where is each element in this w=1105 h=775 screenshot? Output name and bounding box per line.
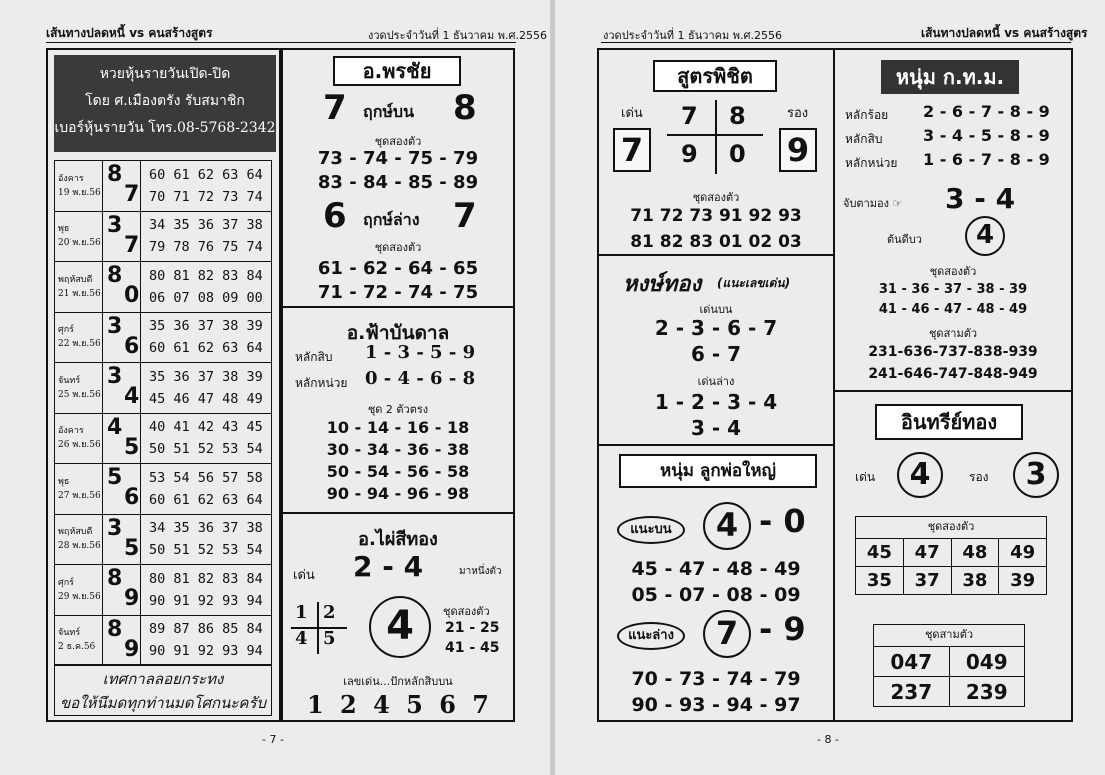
hongthong-title: หงษ์ทอง [623,272,702,297]
fabandan-units-label: หลักหน่วย [295,376,348,390]
day-name: อังคาร [58,426,84,437]
digit-bottom: 9 [124,586,140,611]
luk-top-number: - 0 [759,502,806,540]
day-date: 22 พ.ย.56 [58,339,101,350]
knm-ton-circle: 4 [965,216,1005,256]
grid-cell: 049 [949,647,1025,677]
paisi-main: 2 - 4 [353,550,424,583]
day-date: 2 ธ.ค.56 [58,642,96,653]
knm-ton-label: ต้นดีบว [887,233,922,246]
knm-watch-label: จับตามอง ☞ [843,197,903,210]
knm-hundreds-label: หลักร้อย [845,108,889,122]
insi-rong-circle: 3 [1013,452,1059,498]
hongthong-bot-label: เด่นล่าง [697,375,735,388]
porchai-top-b: 8 [453,88,477,128]
numbers-line: 50 51 52 53 54 [149,441,263,458]
insi-title: อินทรีย์ทอง [875,404,1023,440]
knm-title: หนุ่ม ก.ท.ม. [881,60,1019,94]
grid-cell: 35 [856,567,904,595]
knm-tens-value: 3 - 4 - 5 - 8 - 9 [923,126,1050,145]
day-date: 19 พ.ย.56 [58,187,101,198]
grid-cell: 48 [951,539,999,567]
knm-set2-line: 31 - 36 - 37 - 38 - 39 [878,282,1028,297]
right-page-number: - 8 - [817,733,839,746]
day-cell [55,464,103,515]
knm-set3-line: 241-646-747-848-949 [868,366,1038,382]
luk-bot-circle: 7 [703,610,751,658]
porchai-bot-b: 7 [453,196,477,236]
stock-row [55,413,272,464]
sutpichit-row2: 81 82 83 01 02 03 [630,232,802,252]
sutpichit-grid-cell: 8 [729,102,746,130]
knm-set2-label: ชุดสองตัว [929,265,977,278]
right-page [555,0,1105,775]
insi-set2-grid [855,538,1047,595]
knm-set2-line: 41 - 46 - 47 - 48 - 49 [878,302,1028,317]
paisi-grid-cell: 2 [323,602,336,623]
porchai-top-row [283,88,513,128]
numbers-line: 60 61 62 63 64 [149,491,263,508]
right-header-title: เส้นทางปลดหนี้ vs คนสร้างสูตร [921,26,1088,40]
fabandan-title: อ.ฟ้าบันดาล [346,322,450,344]
porchai-title: อ.พรชัย [333,56,461,86]
day-date: 26 พ.ย.56 [58,440,101,451]
fabandan-set-line: 10 - 14 - 16 - 18 [326,418,470,437]
grid-cell: 47 [903,539,951,567]
grid-cell: 239 [949,677,1025,707]
sutpichit-grid-cell: 0 [729,140,746,168]
day-date: 29 พ.ย.56 [58,591,101,602]
sutpichit-set-label: ชุดสองตัว [692,191,740,204]
insi-set3-label: ชุดสามตัว [873,624,1025,646]
porchai-top-label: ฤกษ์บน [363,102,415,121]
day-name: พฤหัสบดี [58,527,93,538]
day-cell [55,363,103,414]
day-cell [55,615,103,666]
grid-cell: 237 [874,677,950,707]
paisi-note: มาหนึ่งตัว [459,566,502,577]
fabandan-tens-value: 1 - 3 - 5 - 9 [365,342,476,363]
digit-bottom: 7 [124,182,140,207]
porchai-set-label: ชุดสองตัว [374,135,422,148]
porchai-bot-row [283,196,513,236]
stock-row [55,565,272,616]
sutpichit-grid-cell: 9 [681,140,698,168]
luk-top-label: แนะบน [617,516,685,544]
footer-line: ขอให้นึมดทุกท่านมดโศกนะครับ [59,694,267,712]
day-name: พฤหัสบดี [58,274,93,285]
digit-top: 8 [107,263,123,288]
numbers-line: 34 35 36 37 38 [149,520,263,537]
numbers-line: 45 46 47 48 49 [149,390,263,407]
digit-top: 3 [107,313,123,339]
digit-pair-cell [103,615,141,666]
paisi-den-label: เด่น [293,568,315,583]
numbers-line: 50 51 52 53 54 [149,542,263,559]
porchai-top-a: 7 [323,88,347,128]
ad-line: เบอร์หุ้นรายวัน โทร.08-5768-2342 [54,120,276,136]
luk-top-line1: 45 - 47 - 48 - 49 [631,558,801,580]
grid-cell: 39 [999,567,1047,595]
numbers-line: 35 36 37 38 39 [149,368,263,385]
luk-bot-label: แนะล่าง [617,622,685,650]
numbers-line: 60 61 62 63 64 [149,166,263,183]
day-date: 20 พ.ย.56 [58,238,101,249]
numbers-line: 80 81 82 83 84 [149,570,263,587]
day-name: ศุกร์ [58,325,74,336]
luk-top-circle: 4 [703,502,751,550]
digit-bottom: 4 [124,384,140,409]
knm-watch-pair: 3 - 4 [945,182,1016,215]
paisi-pair: 21 - 25 [445,620,500,636]
numbers-cell [141,464,272,515]
fabandan-set-line: 90 - 94 - 96 - 98 [326,484,470,503]
insi-rong-label: รอง [969,470,989,484]
left-page [0,0,550,775]
stock-row [55,514,272,565]
numbers-cell [141,363,272,414]
left-header-date: งวดประจำวันที่ 1 ธันวาคม พ.ศ.2556 [368,29,547,42]
footer-greeting [54,664,272,716]
paisi-lead-label: เลขเด่น...ปักหลักสิบบน [343,675,453,688]
day-cell [55,262,103,313]
porchai-bot-a: 6 [323,196,347,236]
stock-row [55,363,272,414]
stock-row [55,312,272,363]
day-cell [55,312,103,363]
fabandan-set-label: ชุด 2 ตัวตรง [367,403,429,416]
digit-pair-cell [103,464,141,515]
sutpichit-grid-cell: 7 [681,102,698,130]
porchai-set-label2: ชุดสองตัว [374,241,422,254]
sutpichit-rong-label: รอง [787,106,809,121]
day-name: พุธ [58,476,70,487]
numbers-cell [141,514,272,565]
day-date: 25 พ.ย.56 [58,389,101,400]
luk-section [599,446,833,720]
digit-top: 4 [107,414,123,440]
porchai-bot-line1: 61 - 62 - 64 - 65 [317,258,479,279]
paisi-title: อ.ไผ่สีทอง [358,529,438,550]
digit-top: 3 [107,364,123,389]
numbers-line: 60 61 62 63 64 [149,340,263,357]
knm-hundreds-value: 2 - 6 - 7 - 8 - 9 [923,102,1050,121]
sutpichit-den-label: เด่น [621,106,643,121]
paisi-circle-number: 4 [369,596,431,658]
stock-row [55,161,272,212]
stock-row [55,615,272,666]
digit-bottom: 0 [124,283,140,308]
day-cell [55,161,103,212]
paisi-grid-cell: 4 [295,628,308,649]
luk-top-line2: 05 - 07 - 08 - 09 [631,584,801,606]
sutpichit-section [599,50,833,256]
knm-set3-line: 231-636-737-838-939 [868,344,1038,360]
stock-row [55,262,272,313]
hongthong-bot-value2: 3 - 4 [690,416,742,440]
digit-top: 8 [107,162,123,187]
digit-pair-cell [103,514,141,565]
knm-units-label: หลักหน่วย [845,156,898,170]
digit-pair-cell [103,262,141,313]
paisi-pair: 41 - 45 [445,640,500,656]
numbers-line: 35 36 37 38 39 [149,318,263,335]
digit-pair-cell [103,211,141,262]
knm-units-value: 1 - 6 - 7 - 8 - 9 [923,150,1050,169]
insi-den-circle: 4 [897,452,943,498]
ad-line: หวยหุ้นรายวันเปิด-ปิด [99,66,231,82]
digit-top: 8 [107,566,123,591]
numbers-line: 89 87 86 85 84 [149,621,263,638]
paisi-grid-cell: 5 [323,628,336,649]
porchai-top-line1: 73 - 74 - 75 - 79 [317,148,479,169]
digit-top: 3 [107,212,123,238]
digit-bottom: 6 [124,333,140,359]
numbers-line: 34 35 36 37 38 [149,217,263,234]
digit-pair-cell [103,565,141,616]
stock-results-table [54,160,272,666]
sutpichit-right-box: 9 [779,128,817,172]
day-cell [55,413,103,464]
hongthong-subtitle: (แนะเลขเด่น) [717,276,791,290]
sutpichit-grid [667,100,763,174]
grid-cell: 047 [874,647,950,677]
knm-tens-label: หลักสิบ [845,132,883,146]
fabandan-section [283,308,513,514]
day-name: ศุกร์ [58,577,74,588]
paisi-set-label: ชุดสองตัว [443,605,490,618]
numbers-line: 79 78 76 75 74 [149,239,263,256]
porchai-section [283,50,513,308]
porchai-top-line2: 83 - 84 - 85 - 89 [317,172,479,193]
digit-pair-cell [103,161,141,212]
numbers-line: 80 81 82 83 84 [149,267,263,284]
luk-bot-line2: 90 - 93 - 94 - 97 [631,694,801,716]
day-date: 21 พ.ย.56 [58,288,101,299]
grid-cell: 37 [903,567,951,595]
sutpichit-row1: 71 72 73 91 92 93 [630,206,802,226]
footer-line: เทศกาลลอยกระทง [102,670,224,688]
luk-title: หนุ่ม ลูกพ่อใหญ่ [619,454,817,488]
sutpichit-title: สูตรพิชิต [653,60,777,92]
left-header-title: เส้นทางปลดหนี้ vs คนสร้างสูตร [46,26,213,40]
luk-bot-line1: 70 - 73 - 74 - 79 [631,668,801,690]
day-name: จันทร์ [58,628,81,639]
hongthong-top-label: เด่นบน [699,303,733,316]
paisi-digits: 1 2 4 5 6 7 [307,690,489,719]
paisi-section [283,514,513,720]
numbers-cell [141,211,272,262]
day-name: อังคาร [58,173,84,184]
numbers-line: 53 54 56 57 58 [149,469,263,486]
digit-top: 3 [107,515,123,541]
digit-top: 8 [107,616,123,642]
numbers-cell [141,615,272,666]
grid-cell: 38 [951,567,999,595]
paisi-grid-cell: 1 [295,602,308,623]
fabandan-set-line: 30 - 34 - 36 - 38 [326,440,470,459]
numbers-line: 90 91 92 93 94 [149,643,263,660]
numbers-line: 70 71 72 73 74 [149,188,263,205]
digit-top: 5 [107,465,123,490]
stock-row [55,464,272,515]
numbers-cell [141,565,272,616]
numbers-cell [141,262,272,313]
stock-ad-box [54,55,276,152]
fabandan-set-line: 50 - 54 - 56 - 58 [326,462,470,481]
day-cell [55,211,103,262]
day-name: พุธ [58,224,70,235]
porchai-bot-label: ฤกษ์ล่าง [363,210,420,229]
day-date: 27 พ.ย.56 [58,490,101,501]
digit-bottom: 9 [124,636,140,662]
fabandan-units-value: 0 - 4 - 6 - 8 [365,368,476,389]
insi-set3-grid [873,646,1025,707]
insi-section [835,392,1071,722]
hongthong-top-value: 2 - 3 - 6 - 7 [654,316,778,340]
day-cell [55,565,103,616]
paisi-grid [291,602,343,654]
luk-bot-number: - 9 [759,610,806,648]
predictions-column [281,48,515,722]
day-date: 28 พ.ย.56 [58,541,101,552]
digit-pair-cell [103,413,141,464]
numbers-cell [141,413,272,464]
day-name: จันทร์ [58,375,81,386]
digit-bottom: 6 [124,485,140,510]
numbers-line: 06 07 08 09 00 [149,289,263,306]
left-page-number: - 7 - [262,733,284,746]
grid-cell: 45 [856,539,904,567]
hongthong-section [599,256,833,446]
sutpichit-left-box: 7 [613,128,651,172]
digit-bottom: 5 [124,535,140,561]
stock-row [55,211,272,262]
insi-set2-label: ชุดสองตัว [855,516,1047,538]
right-left-column [597,48,835,722]
digit-pair-cell [103,312,141,363]
hongthong-bot-value: 1 - 2 - 3 - 4 [654,390,778,414]
header-rule [46,42,516,43]
grid-cell: 49 [999,539,1047,567]
numbers-cell [141,161,272,212]
numbers-line: 90 91 92 93 94 [149,592,263,609]
numbers-cell [141,312,272,363]
knm-section [835,50,1071,392]
day-cell [55,514,103,565]
fabandan-tens-label: หลักสิบ [295,350,333,364]
hongthong-top-value2: 6 - 7 [690,342,742,366]
header-rule [601,42,1071,43]
right-header-date: งวดประจำวันที่ 1 ธันวาคม พ.ศ.2556 [603,29,782,42]
digit-pair-cell [103,363,141,414]
right-right-column [835,48,1073,722]
digit-bottom: 7 [124,232,140,258]
insi-den-label: เด่น [855,470,876,484]
porchai-bot-line2: 71 - 72 - 74 - 75 [317,282,479,303]
digit-bottom: 5 [124,434,140,460]
ad-line: โดย ศ.เมืองตรัง รับสมาชิก [85,93,245,109]
numbers-line: 40 41 42 43 45 [149,419,263,436]
knm-set3-label: ชุดสามตัว [928,327,978,340]
